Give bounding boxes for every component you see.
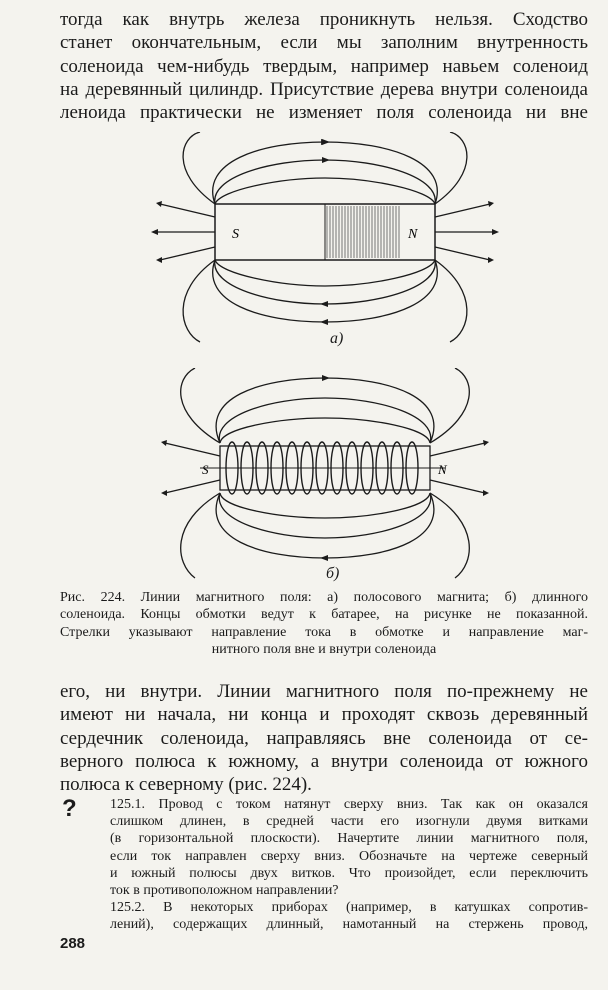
text-line: станет окончательным, если мы заполним внутренность — [60, 32, 588, 54]
south-pole-label: S — [232, 227, 239, 242]
text-line: леноида практически не изменяет поля соленоида ни вне — [60, 102, 588, 124]
problem-line: ток в противоположном направлении? — [110, 883, 339, 899]
text-line: на деревянный цилиндр. Присутствие дерева внутри соленоида — [60, 78, 588, 100]
solenoid-field-figure — [140, 368, 510, 586]
question-mark-icon: ? — [62, 795, 77, 822]
problem-line: (в горизонтальной плоскости). Начертите линии магнитного поля, — [110, 831, 588, 847]
caption-line: Рис. 224. Линии магнитного поля: а) полосового магнита; б) длинного — [60, 590, 588, 605]
north-pole-label: N — [408, 227, 418, 242]
text-line: тогда как внутрь железа проникнуть нельзя. Сходство — [60, 9, 588, 30]
solenoid-south-label: S — [202, 462, 209, 477]
page-number: 288 — [60, 935, 86, 952]
problem-line: 125.2. В некоторых приборах (например, в катушках сопротив- — [110, 900, 588, 916]
problem-line: слишком длинен, в средней части его изогнули двумя витками — [110, 814, 588, 830]
top-paragraph — [60, 8, 588, 124]
text-line: его, ни внутри. Линии магнитного поля по-прежнему не — [60, 681, 588, 702]
bar-magnet-field-figure — [140, 132, 510, 352]
figure-caption — [60, 589, 588, 659]
caption-line: нитного поля вне и внутри соленоида — [211, 642, 437, 658]
text-line: имеют ни начала, ни конца и проходят сквозь деревянный — [60, 704, 588, 726]
problem-line: лений), содержащих длинный, намотанный на стержень провод, — [110, 917, 588, 933]
problems-block — [110, 796, 588, 934]
caption-line: соленоида. Концы обмотки ведут к батарее, на рисунке не показанной. — [60, 607, 588, 623]
problem-line: и южный полюсы двух витков. Что произойдет, если переключить — [110, 865, 588, 881]
figure-b-label: б) — [326, 565, 340, 582]
text-line: верного полюса к южному, а внутри соленоида от южного — [60, 750, 588, 772]
solenoid-north-label: N — [438, 462, 447, 477]
problem-line: 125.1. Провод с током натянут сверху вниз. Так как он оказался — [110, 797, 588, 812]
text-line: полюса к северному (рис. 224). — [60, 774, 312, 796]
text-line: сердечник соленоида, направляясь вне соленоида от се- — [60, 727, 588, 749]
caption-line: Стрелки указывают направление тока в обмотке и направление маг- — [60, 624, 588, 640]
figure-a-label: а) — [330, 330, 344, 347]
problem-line: если ток направлен сверху вниз. Обозначьте на чертеже северный — [110, 848, 588, 864]
bottom-paragraph — [60, 680, 588, 796]
text-line: соленоида чем-нибудь твердым, например навьем соленоид — [60, 55, 588, 77]
